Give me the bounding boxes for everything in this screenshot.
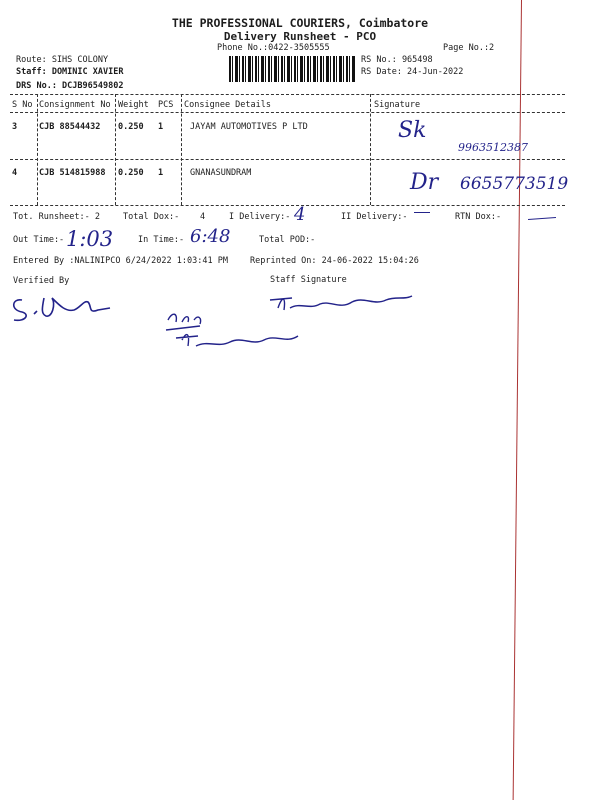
row-signature-phone: 6655773519 bbox=[460, 174, 569, 194]
page-number: Page No.:2 bbox=[443, 43, 495, 53]
row-consignee: JAYAM AUTOMOTIVES P LTD bbox=[190, 122, 308, 132]
in-time-value: 6:48 bbox=[190, 226, 231, 247]
rtn-dox-label: RTN Dox:- bbox=[455, 212, 502, 222]
total-dox-value: 4 bbox=[200, 212, 206, 222]
row-weight: 0.250 bbox=[118, 122, 144, 132]
header-sno: S No bbox=[12, 100, 33, 110]
staff-signature-label: Staff Signature bbox=[270, 275, 347, 285]
rs-number: RS No.: 965498 bbox=[361, 55, 433, 65]
out-time-value: 1:03 bbox=[66, 227, 114, 251]
table-header-rule bbox=[10, 112, 565, 113]
phone-number: Phone No.:0422-3505555 bbox=[217, 43, 330, 53]
header-weight: Weight bbox=[118, 100, 149, 110]
verified-by-label: Verified By bbox=[13, 276, 70, 286]
total-runsheet: Tot. Runsheet:- 2 bbox=[13, 212, 100, 222]
row-sno: 3 bbox=[12, 122, 18, 132]
header-consignee: Consignee Details bbox=[184, 100, 271, 110]
drs-number: DRS No.: DCJB96549802 bbox=[16, 81, 124, 91]
in-time-label: In Time:- bbox=[138, 235, 185, 245]
ii-delivery-label: II Delivery:- bbox=[341, 212, 408, 222]
verified-by-signature bbox=[8, 290, 118, 324]
row-weight: 0.250 bbox=[118, 168, 144, 178]
header-pcs: PCS bbox=[158, 100, 174, 110]
row-signature-phone: 9963512387 bbox=[458, 141, 528, 154]
col-divider bbox=[115, 94, 116, 205]
row-consignment-no: CJB 88544432 bbox=[39, 122, 101, 132]
table-bottom-rule bbox=[10, 205, 565, 206]
col-divider bbox=[370, 94, 371, 205]
margin-rule-line bbox=[513, 0, 522, 800]
company-title: THE PROFESSIONAL COURIERS, Coimbatore bbox=[171, 16, 429, 30]
row-consignment-no: CJB 514815988 bbox=[39, 168, 106, 178]
staff-signature-scribble bbox=[160, 290, 420, 358]
rtn-dox-dash bbox=[528, 217, 556, 220]
reprinted-on: Reprinted On: 24-06-2022 15:04:26 bbox=[250, 256, 419, 266]
row-consignee: GNANASUNDRAM bbox=[190, 168, 252, 178]
rs-date: RS Date: 24-Jun-2022 bbox=[361, 67, 464, 77]
row-sno: 4 bbox=[12, 168, 18, 178]
i-delivery-value: 4 bbox=[294, 204, 306, 225]
entered-by: Entered By :NALINIPCO 6/24/2022 1:03:41 PM bbox=[13, 256, 228, 266]
staff-label: Staff: DOMINIC XAVIER bbox=[16, 67, 124, 77]
barcode-image bbox=[229, 56, 356, 82]
ii-delivery-dash bbox=[414, 212, 430, 213]
row-signature-scribble: Sk bbox=[398, 118, 427, 143]
row-pcs: 1 bbox=[158, 122, 164, 132]
header-signature: Signature bbox=[374, 100, 421, 110]
col-divider bbox=[37, 94, 38, 205]
row-separator-rule bbox=[10, 159, 565, 160]
i-delivery-label: I Delivery:- bbox=[229, 212, 291, 222]
total-dox-label: Total Dox:- bbox=[123, 212, 180, 222]
runsheet-subtitle: Delivery Runsheet - PCO bbox=[223, 30, 377, 43]
table-top-rule bbox=[10, 94, 565, 95]
total-pod-label: Total POD:- bbox=[259, 235, 316, 245]
row-pcs: 1 bbox=[158, 168, 164, 178]
route-label: Route: SIHS COLONY bbox=[16, 55, 109, 65]
out-time-label: Out Time:- bbox=[13, 235, 65, 245]
row-signature-scribble: Dr bbox=[410, 170, 439, 195]
col-divider bbox=[181, 94, 182, 205]
header-consignment: Consignment No bbox=[39, 100, 111, 110]
